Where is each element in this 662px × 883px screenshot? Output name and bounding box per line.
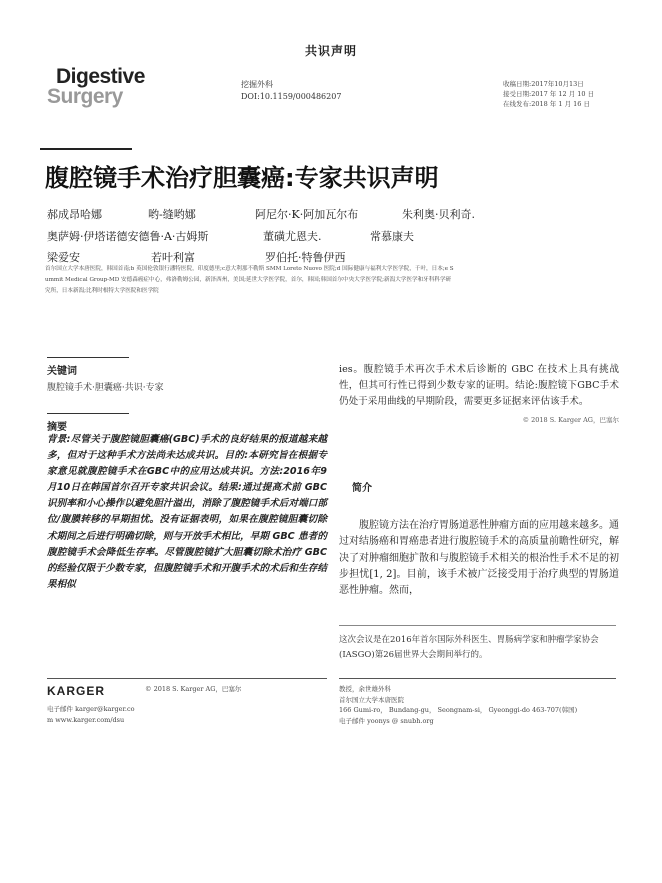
footer-rule-right [339,678,616,679]
title-rule [40,148,132,150]
author-name: 常慕康夫 [370,230,414,243]
publisher-logo: KARGER [47,684,106,698]
author-name: 哟-缝哟娜 [148,208,196,221]
keywords-rule [47,357,129,358]
author-name: 梁爱安 [47,251,80,264]
affiliation-line: 首尔国立大学本唐医院，韩国首南;b 英国伦敦银行潘特医院，印度德里;c意大利那不勒斯 SMM Loreto Nuovo 医院;d 国际健康与福利大学医学院，千叶，日本;e S [45,266,454,272]
journal-info [241,79,341,103]
article-dates [503,79,594,109]
correspondence-line: 首尔国立大学本唐医院 [339,695,404,704]
correspondence-email[interactable]: 电子邮件 yoonys @ snubh.org [339,716,434,725]
author-name: 郝成昂哈娜 [47,208,102,221]
correspondence-line: 教授，余世雄外科 [339,685,391,693]
journal-logo-line2: Surgery [47,85,123,108]
footer-rule-left [47,678,327,679]
keywords-heading: 关键词 [47,366,77,377]
publisher-contact[interactable]: 电子邮件 karger@karger.com www.karger.com/dsu [47,705,135,724]
footer-copyright: © 2018 S. Karger AG，巴塞尔 [145,685,242,693]
author-name: 罗伯托·特鲁伊西 [265,251,346,264]
abstract-continued-text: ies。腹腔镜手术再次手术术后诊断的 GBC 在技术上具有挑战性，但其可行性已得到少数专家的证明。结论:腹腔镜下GBC手术仍处于采用曲线的早期阶段，需要更多证据来评估该手术。 [339,364,619,407]
intro-text: 腹腔镜方法在治疗胃肠道恶性肿瘤方面的应用越来越多。通过对结肠癌和胃癌患者进行腹腔镜手术的高质量前瞻性研究，解决了对肿瘤细胞扩散和与腹腔镜手术相关的根治性手术不足的初步担忧[1, 2]。目前，该手术被广泛接受用于治疗典型的胃肠道恶性肿瘤。然而， [339,520,619,597]
doi-link[interactable]: DOI:10.1159/000486207 [241,92,342,101]
author-name: 若叶利富 [151,251,195,264]
received-date: 收稿日期:2017年10月13日 [503,80,584,88]
author-name: 阿尼尔·K·阿加瓦尔布 [255,208,359,221]
conference-footnote: 这次会议是在2016年首尔国际外科医生、胃肠病学家和肿瘤学家协会(IASGO)第26届世界大会期间举行的。 [339,635,599,660]
footnote-rule [339,625,616,626]
correspondence-line: 166 Gumi-ro， Bundang-gu， Seongnam-si， Gyeonggi-do 463-707(韩国) [339,706,578,715]
intro-heading: 简介 [352,483,372,494]
affiliation-line: 究所，日本新潟;比利时根特大学医院和医学院 [45,288,159,294]
abstract-text: 背景:尽管关于腹腔镜胆囊癌(GBC)手术的良好结果的报道越来越多，但对于这种手术方法尚未达成共识。目的:本研究旨在根据专家意见就腹腔镜手术在GBC中的应用达成共识。方法:2016年9月10日在韩国首尔召开专家共识会议。结果:通过提高术前 GBC 识别率和小心操作以避免胆汁溢出，消除了腹腔镜手术后对端口部位/腹膜转移的早期担忧。没有证据表明，如果在腹腔镜胆囊切除术期间之后进行明确切除，则与开放手术相比，早期 GBC 患者的腹腔镜手术会降低生存率。尽管腹腔镜扩大胆囊切除术治疗 GBC 的经验仅限于少数专家，但腹腔镜手术和开腹手术的术后和生存结果相似 [47,434,327,590]
accepted-date: 接受日期:2017 年 12 月 10 日 [503,90,595,98]
abstract-rule [47,413,129,414]
affiliations [45,264,525,297]
abstract-heading: 摘要 [47,422,67,433]
section-label: 共识声明 [304,44,357,58]
author-name: 奥萨姆·伊塔诺德安德鲁·A·古姆斯 [47,230,209,243]
author-name: 董磺尤恩夫. [263,230,322,243]
journal-name: 挖掘外科 [241,80,273,89]
online-date: 在线发布:2018 年 1 月 16 日 [503,100,590,108]
affiliation-line: ummit Medical Group-MD 安德森癌症中心，弗洛勒姆公园，新泽西州，美国;延世大学医学院，首尔，韩国;韩国首尔中央大学医学院;新潟大学医学和牙科科学研 [45,277,452,283]
article-title: 腹腔镜手术治疗胆囊癌:专家共识声明 [45,164,439,192]
abstract-continued [339,362,619,428]
journal-logo-line1: Digestive [56,65,145,88]
author-name: 朱利奥·贝利奇. [402,208,475,221]
keywords-text: 腹腔镜手术·胆囊癌·共识·专家 [47,383,164,393]
correspondence [339,684,629,726]
abstract-copyright: © 2018 S. Karger AG，巴塞尔 [522,416,619,424]
